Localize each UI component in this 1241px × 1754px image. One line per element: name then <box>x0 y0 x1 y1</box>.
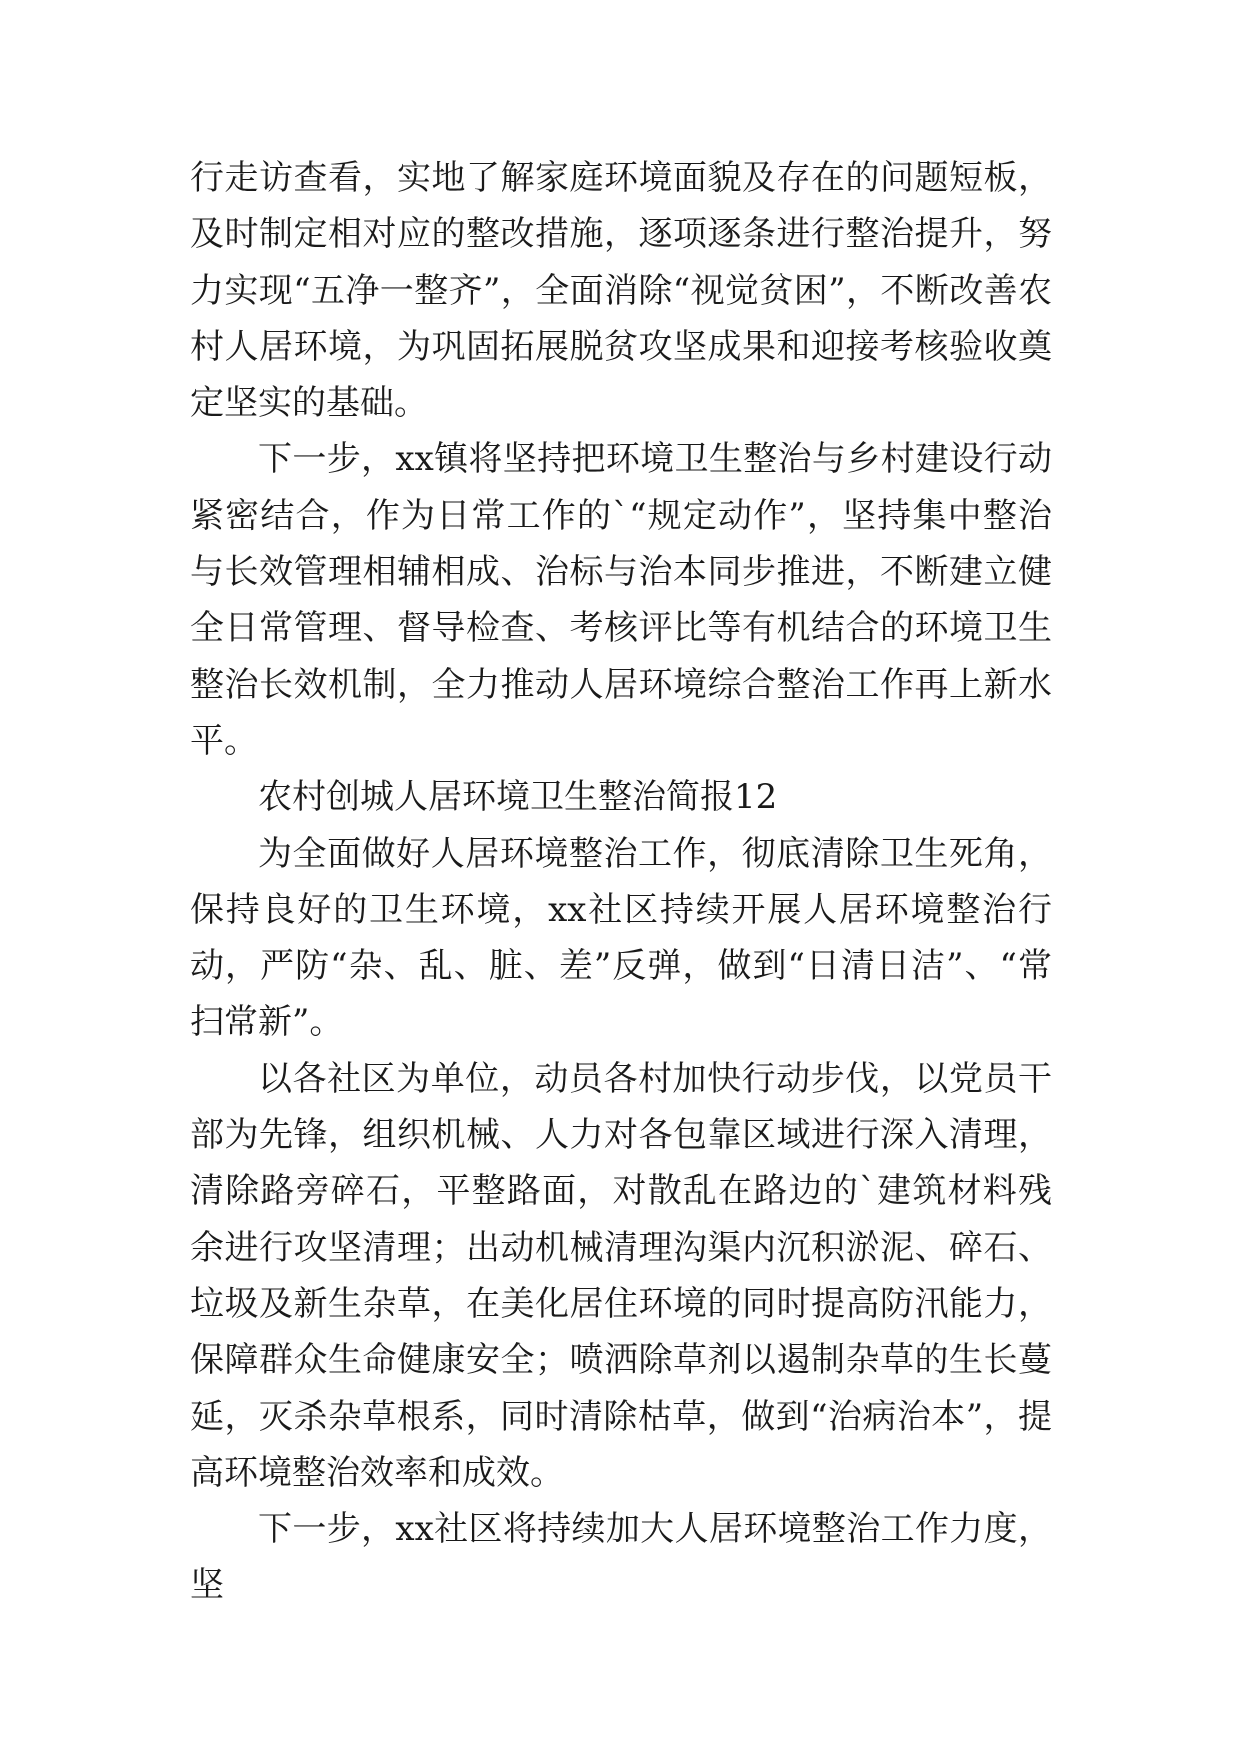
document-page <box>190 150 1052 1614</box>
paragraph-cleanup-actions: 以各社区为单位，动员各村加快行动步伐，以党员干部为先锋，组织机械、人力对各包靠区域进行深入清理，清除路旁碎石，平整路面，对散乱在路边的`建筑材料残余进行攻坚清理；出动机械清理沟渠内沉积淤泥、碎石、垃圾及新生杂草，在美化居住环境的同时提高防汛能力，保障群众生命健康安全；喷洒除草剂以遏制杂草的生长蔓延，灭杀杂草根系，同时清除枯草，做到“治病治本”，提高环境整治效率和成效。 <box>190 1058 1052 1493</box>
paragraph-continuation: 行走访查看，实地了解家庭环境面貌及存在的问题短板，及时制定相对应的整改措施，逐项逐条进行整治提升，努力实现“五净一整齐”，全面消除“视觉贫困”，不断改善农村人居环境，为巩固拓展脱贫攻坚成果和迎接考核验收奠定坚实的基础。 <box>190 158 1052 424</box>
paragraph-next-step-town: 下一步，xx镇将坚持把环境卫生整治与乡村建设行动紧密结合，作为日常工作的`“规定动作”，坚持集中整治与长效管理相辅相成、治标与治本同步推进，不断建立健全日常管理、督导检查、考核评比等有机结合的环境卫生整治长效机制，全力推动人居环境综合整治工作再上新水平。 <box>190 439 1052 761</box>
paragraph-intro-community: 为全面做好人居环境整治工作，彻底清除卫生死角，保持良好的卫生环境，xx社区持续开展人居环境整治行动，严防“杂、乱、脏、差”反弹，做到“日清日洁”、“常扫常新”。 <box>190 833 1052 1043</box>
briefing-title: 农村创城人居环境卫生整治简报12 <box>258 777 778 818</box>
paragraph-next-step-community: 下一步，xx社区将持续加大人居环境整治工作力度，坚 <box>190 1509 1052 1606</box>
